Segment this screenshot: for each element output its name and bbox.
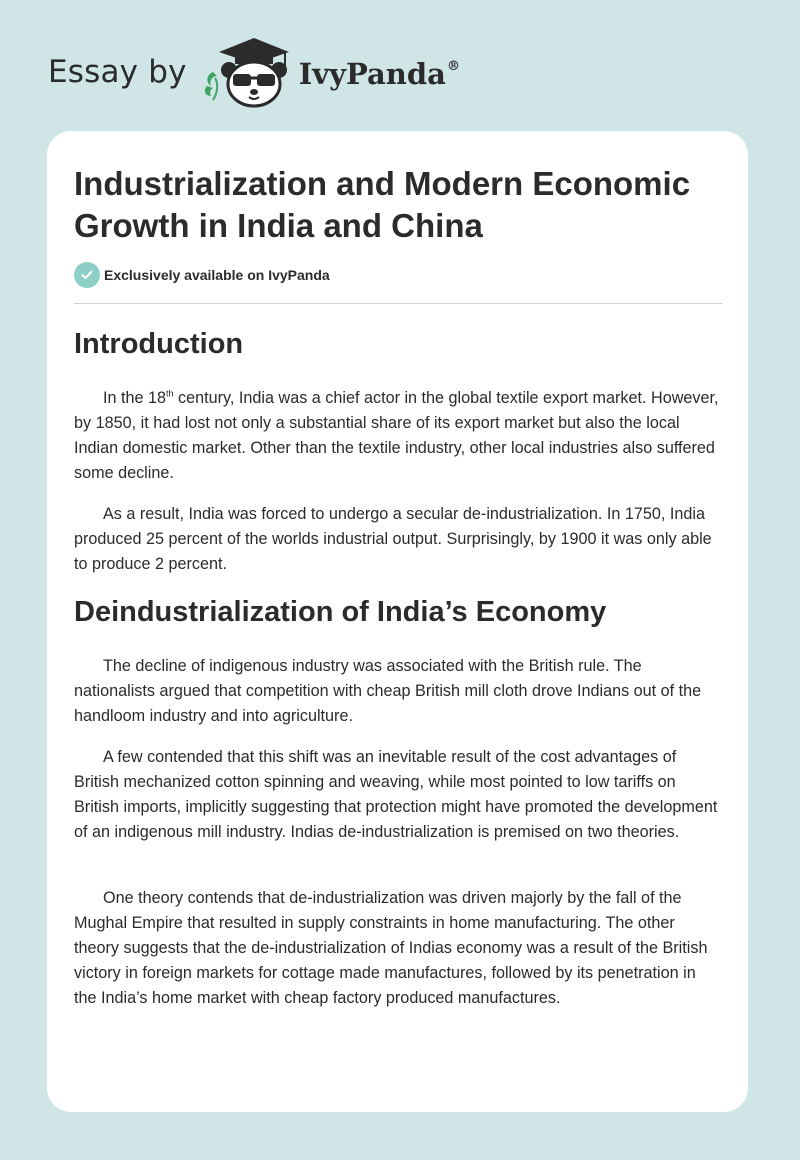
section-heading-deindustrialization: Deindustrialization of India’s Economy bbox=[74, 596, 607, 628]
divider bbox=[74, 303, 722, 304]
section-heading-introduction: Introduction bbox=[74, 328, 244, 360]
check-circle-icon bbox=[74, 262, 100, 288]
paragraph: In the 18th century, India was a chief actor in the global textile export market. However, by 1850, it had lost not only a substantial share of its export market but also the local Indian domestic market. Other than the textile industry, other local industries also suffered some decline. bbox=[74, 388, 719, 482]
paragraph: A few contended that this shift was an inevitable result of the cost advantages of British mechanized cotton spinning and weaving, while most pointed to low tariffs on British imports, implicitly suggesting that protection might have promoted the development of an indigenous mill industry. Indias de-industrialization is premised on two theories. bbox=[74, 748, 718, 841]
paragraph: As a result, India was forced to undergo a secular de-industrialization. In 1750, India produced 25 percent of the worlds industrial output. Surprisingly, by 1900 it was only able to produce 2 percent. bbox=[74, 505, 712, 573]
site-header bbox=[48, 34, 460, 108]
brand-prefix: Essay by bbox=[48, 54, 187, 90]
badge-text: Exclusively available on IvyPanda bbox=[104, 267, 330, 283]
paragraph: One theory contends that de-industrialization was driven majorly by the fall of the Mughal Empire that resulted in supply constraints in home manufacturing. The other theory suggests that the de-industrialization of Indias economy was a result of the British victory in foreign markets for cottage made manufactures, followed by its penetration in the India’s home market with cheap factory produced manufactures. bbox=[74, 889, 708, 1007]
registered-mark: ® bbox=[446, 59, 460, 74]
exclusive-badge bbox=[74, 262, 330, 288]
panda-logo-icon[interactable] bbox=[199, 34, 297, 108]
paragraph: The decline of indigenous industry was associated with the British rule. The nationalists argued that competition with cheap British mill cloth drove Indians out of the handloom industry and into agriculture. bbox=[74, 657, 702, 725]
brand-name: IvyPanda® bbox=[298, 57, 460, 91]
article-title: Industrialization and Modern Economic Growth in India and China bbox=[74, 165, 691, 244]
article-card bbox=[47, 131, 748, 1112]
